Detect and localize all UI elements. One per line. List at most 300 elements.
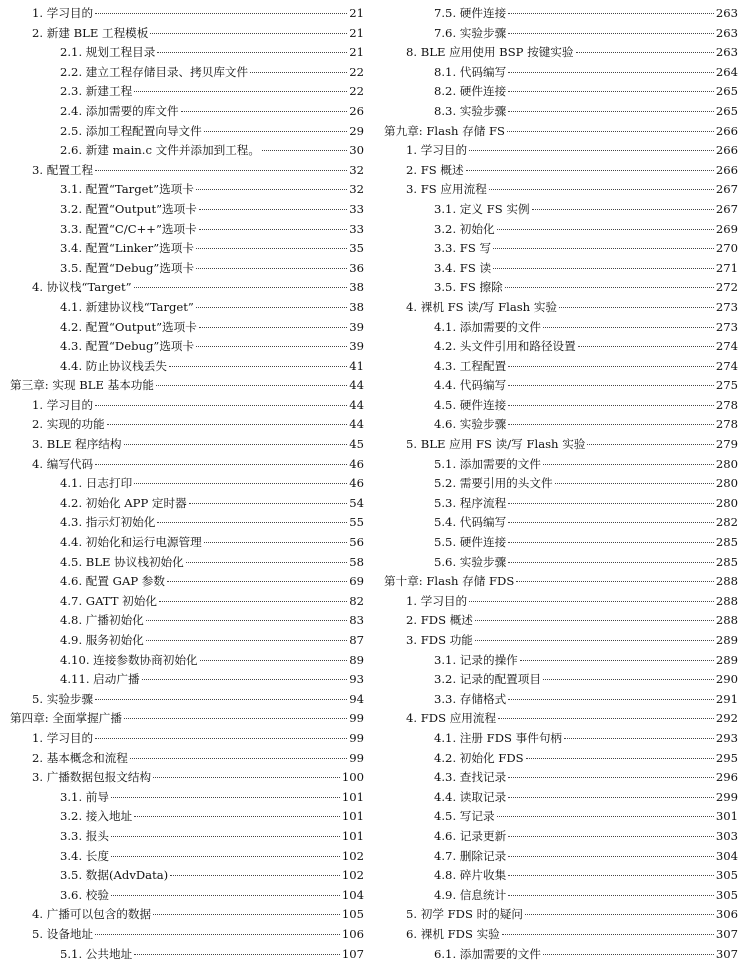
toc-page-number: 272 bbox=[716, 278, 738, 298]
toc-entry-title: 4.9. 信息统计 bbox=[434, 886, 506, 906]
toc-entry-title: 1. 学习目的 bbox=[32, 4, 93, 24]
toc-entry-title: 3.1. 前导 bbox=[60, 788, 109, 808]
toc-section-entry bbox=[384, 709, 738, 729]
toc-subsection-entry bbox=[384, 827, 738, 847]
toc-subsection-entry bbox=[10, 337, 364, 357]
toc-subsection-entry bbox=[10, 945, 364, 964]
dot-leader bbox=[564, 738, 714, 739]
dot-leader bbox=[262, 150, 347, 151]
toc-page-number: 44 bbox=[349, 415, 364, 435]
toc-section-entry bbox=[384, 611, 738, 631]
dot-leader bbox=[469, 601, 714, 602]
dot-leader bbox=[95, 13, 347, 14]
toc-page-number: 307 bbox=[716, 925, 738, 945]
toc-section-entry bbox=[10, 455, 364, 475]
toc-page-number: 266 bbox=[716, 161, 738, 181]
toc-subsection-entry bbox=[10, 200, 364, 220]
dot-leader bbox=[576, 52, 714, 53]
dot-leader bbox=[146, 640, 347, 641]
toc-subsection-entry bbox=[384, 220, 738, 240]
toc-entry-title: 8.3. 实验步骤 bbox=[434, 102, 506, 122]
toc-subsection-entry bbox=[384, 82, 738, 102]
dot-leader bbox=[532, 209, 714, 210]
toc-subsection-entry bbox=[10, 788, 364, 808]
toc-subsection-entry bbox=[384, 788, 738, 808]
dot-leader bbox=[196, 307, 347, 308]
toc-page-number: 55 bbox=[349, 513, 364, 533]
toc-entry-title: 5.4. 代码编写 bbox=[434, 513, 506, 533]
toc-page-number: 263 bbox=[716, 24, 738, 44]
dot-leader bbox=[134, 91, 347, 92]
toc-entry-title: 6. 裸机 FDS 实验 bbox=[406, 925, 500, 945]
toc-page-number: 295 bbox=[716, 749, 738, 769]
toc-entry-title: 4. 广播可以包含的数据 bbox=[32, 905, 151, 925]
toc-page-number: 93 bbox=[349, 670, 364, 690]
toc-page-number: 278 bbox=[716, 396, 738, 416]
toc-subsection-entry bbox=[384, 4, 738, 24]
toc-page-number: 266 bbox=[716, 122, 738, 142]
dot-leader bbox=[196, 248, 347, 249]
toc-page-number: 106 bbox=[342, 925, 364, 945]
toc-entry-title: 4.5. 写记录 bbox=[434, 807, 495, 827]
toc-page-number: 296 bbox=[716, 768, 738, 788]
toc-page-number: 41 bbox=[349, 357, 364, 377]
dot-leader bbox=[475, 640, 714, 641]
toc-page-number: 271 bbox=[716, 259, 738, 279]
toc-subsection-entry bbox=[384, 729, 738, 749]
toc-subsection-entry bbox=[10, 180, 364, 200]
dot-leader bbox=[508, 836, 714, 837]
toc-entry-title: 3.1. 记录的操作 bbox=[434, 651, 518, 671]
toc-entry-title: 2.1. 规划工程目录 bbox=[60, 43, 155, 63]
toc-entry-title: 4.8. 碎片收集 bbox=[434, 866, 506, 886]
toc-section-entry bbox=[384, 925, 738, 945]
toc-page-number: 46 bbox=[349, 474, 364, 494]
toc-subsection-entry bbox=[10, 298, 364, 318]
dot-leader bbox=[204, 131, 347, 132]
toc-subsection-entry bbox=[384, 24, 738, 44]
dot-leader bbox=[111, 797, 340, 798]
toc-section-entry bbox=[10, 729, 364, 749]
dot-leader bbox=[543, 464, 714, 465]
dot-leader bbox=[130, 758, 347, 759]
toc-entry-title: 4.7. GATT 初始化 bbox=[60, 592, 157, 612]
toc-page-number: 101 bbox=[342, 788, 364, 808]
dot-leader bbox=[124, 718, 347, 719]
toc-page-number: 35 bbox=[349, 239, 364, 259]
toc-entry-title: 5.1. 公共地址 bbox=[60, 945, 132, 964]
toc-chapter-entry bbox=[384, 122, 738, 142]
toc-page-number: 36 bbox=[349, 259, 364, 279]
toc-subsection-entry bbox=[10, 43, 364, 63]
toc-subsection-entry bbox=[384, 376, 738, 396]
dot-leader bbox=[170, 875, 340, 876]
toc-page-number: 46 bbox=[349, 455, 364, 475]
toc-subsection-entry bbox=[10, 631, 364, 651]
dot-leader bbox=[124, 444, 348, 445]
toc-subsection-entry bbox=[384, 886, 738, 906]
toc-entry-title: 第三章: 实现 BLE 基本功能 bbox=[10, 376, 154, 396]
dot-leader bbox=[95, 170, 347, 171]
toc-subsection-entry bbox=[384, 102, 738, 122]
toc-entry-title: 3.1. 配置“Target”选项卡 bbox=[60, 180, 194, 200]
dot-leader bbox=[578, 346, 714, 347]
toc-page-number: 83 bbox=[349, 611, 364, 631]
dot-leader bbox=[95, 405, 347, 406]
dot-leader bbox=[497, 816, 714, 817]
toc-entry-title: 5. 设备地址 bbox=[32, 925, 93, 945]
toc-subsection-entry bbox=[384, 670, 738, 690]
toc-page-number: 44 bbox=[349, 396, 364, 416]
toc-entry-title: 3.2. 配置“Output”选项卡 bbox=[60, 200, 197, 220]
toc-subsection-entry bbox=[10, 141, 364, 161]
toc-page-number: 288 bbox=[716, 611, 738, 631]
toc-subsection-entry bbox=[10, 63, 364, 83]
toc-page-number: 99 bbox=[349, 749, 364, 769]
toc-subsection-entry bbox=[384, 455, 738, 475]
toc-page-number: 274 bbox=[716, 337, 738, 357]
toc-page-number: 39 bbox=[349, 337, 364, 357]
toc-page-number: 265 bbox=[716, 102, 738, 122]
toc-entry-title: 4.6. 实验步骤 bbox=[434, 415, 506, 435]
dot-leader bbox=[505, 287, 714, 288]
toc-subsection-entry bbox=[384, 847, 738, 867]
dot-leader bbox=[199, 209, 347, 210]
toc-page-number: 58 bbox=[349, 553, 364, 573]
toc-entry-title: 5.3. 程序流程 bbox=[434, 494, 506, 514]
toc-page-number: 82 bbox=[349, 592, 364, 612]
dot-leader bbox=[469, 150, 714, 151]
toc-page-number: 305 bbox=[716, 886, 738, 906]
dot-leader bbox=[508, 895, 714, 896]
toc-page-number: 29 bbox=[349, 122, 364, 142]
toc-entry-title: 4.1. 日志打印 bbox=[60, 474, 132, 494]
toc-entry-title: 3.2. 初始化 bbox=[434, 220, 495, 240]
toc-section-entry bbox=[10, 278, 364, 298]
dot-leader bbox=[508, 503, 714, 504]
toc-entry-title: 4.4. 初始化和运行电源管理 bbox=[60, 533, 202, 553]
toc-entry-title: 5.1. 添加需要的文件 bbox=[434, 455, 541, 475]
dot-leader bbox=[157, 522, 347, 523]
toc-page-number: 38 bbox=[349, 298, 364, 318]
toc-page-number: 301 bbox=[716, 807, 738, 827]
toc-subsection-entry bbox=[10, 807, 364, 827]
dot-leader bbox=[189, 503, 348, 504]
toc-subsection-entry bbox=[384, 357, 738, 377]
toc-page-number: 30 bbox=[349, 141, 364, 161]
toc-section-entry bbox=[384, 631, 738, 651]
toc-subsection-entry bbox=[10, 651, 364, 671]
toc-subsection-entry bbox=[384, 278, 738, 298]
toc-entry-title: 2.3. 新建工程 bbox=[60, 82, 132, 102]
toc-page-number: 305 bbox=[716, 866, 738, 886]
dot-leader bbox=[200, 660, 348, 661]
dot-leader bbox=[146, 620, 347, 621]
toc-subsection-entry bbox=[10, 592, 364, 612]
dot-leader bbox=[516, 581, 714, 582]
toc-left-column bbox=[10, 4, 364, 964]
dot-leader bbox=[508, 562, 714, 563]
toc-entry-title: 2.5. 添加工程配置向导文件 bbox=[60, 122, 202, 142]
dot-leader bbox=[167, 581, 347, 582]
dot-leader bbox=[159, 601, 347, 602]
toc-entry-title: 2. FDS 概述 bbox=[406, 611, 473, 631]
toc-section-entry bbox=[384, 592, 738, 612]
toc-subsection-entry bbox=[10, 670, 364, 690]
toc-entry-title: 第十章: Flash 存储 FDS bbox=[384, 572, 514, 592]
toc-section-entry bbox=[384, 141, 738, 161]
dot-leader bbox=[95, 699, 347, 700]
toc-entry-title: 5.5. 硬件连接 bbox=[434, 533, 506, 553]
dot-leader bbox=[196, 268, 347, 269]
toc-subsection-entry bbox=[10, 553, 364, 573]
dot-leader bbox=[543, 327, 714, 328]
toc-page-number: 89 bbox=[349, 651, 364, 671]
dot-leader bbox=[543, 954, 714, 955]
dot-leader bbox=[555, 483, 714, 484]
dot-leader bbox=[196, 346, 347, 347]
toc-page-number: 267 bbox=[716, 180, 738, 200]
dot-leader bbox=[508, 856, 714, 857]
dot-leader bbox=[142, 679, 348, 680]
toc-entry-title: 4.2. 头文件引用和路径设置 bbox=[434, 337, 576, 357]
toc-subsection-entry bbox=[384, 318, 738, 338]
toc-section-entry bbox=[10, 396, 364, 416]
dot-leader bbox=[508, 91, 714, 92]
toc-page-number: 266 bbox=[716, 141, 738, 161]
toc-page-number: 275 bbox=[716, 376, 738, 396]
toc-subsection-entry bbox=[10, 239, 364, 259]
toc-page-number: 45 bbox=[349, 435, 364, 455]
toc-entry-title: 2.4. 添加需要的库文件 bbox=[60, 102, 179, 122]
toc-right-column bbox=[384, 4, 738, 964]
toc-page-number: 273 bbox=[716, 298, 738, 318]
toc-page-number: 263 bbox=[716, 43, 738, 63]
dot-leader bbox=[526, 758, 714, 759]
toc-entry-title: 4. 协议栈“Target” bbox=[32, 278, 132, 298]
toc-page-number: 288 bbox=[716, 572, 738, 592]
dot-leader bbox=[508, 424, 714, 425]
dot-leader bbox=[156, 385, 347, 386]
toc-entry-title: 3.3. 报头 bbox=[60, 827, 109, 847]
toc-entry-title: 4.2. 配置“Output”选项卡 bbox=[60, 318, 197, 338]
toc-entry-title: 3.2. 记录的配置项目 bbox=[434, 670, 541, 690]
toc-page-number: 285 bbox=[716, 553, 738, 573]
dot-leader bbox=[150, 33, 347, 34]
dot-leader bbox=[493, 268, 714, 269]
dot-leader bbox=[508, 797, 714, 798]
dot-leader bbox=[134, 287, 348, 288]
toc-page-number: 265 bbox=[716, 82, 738, 102]
toc-entry-title: 5.6. 实验步骤 bbox=[434, 553, 506, 573]
toc-subsection-entry bbox=[10, 122, 364, 142]
toc-entry-title: 2.6. 新建 main.c 文件并添加到工程。 bbox=[60, 141, 260, 161]
toc-entry-title: 3.2. 接入地址 bbox=[60, 807, 132, 827]
toc-entry-title: 4.2. 初始化 FDS bbox=[434, 749, 524, 769]
toc-page-number: 267 bbox=[716, 200, 738, 220]
toc-page-number: 101 bbox=[342, 807, 364, 827]
toc-entry-title: 4.3. 指示灯初始化 bbox=[60, 513, 155, 533]
toc-subsection-entry bbox=[384, 239, 738, 259]
toc-entry-title: 4.1. 注册 FDS 事件句柄 bbox=[434, 729, 562, 749]
toc-subsection-entry bbox=[10, 847, 364, 867]
toc-entry-title: 4.3. 工程配置 bbox=[434, 357, 506, 377]
toc-page-number: 290 bbox=[716, 670, 738, 690]
dot-leader bbox=[181, 111, 348, 112]
toc-page-number: 280 bbox=[716, 494, 738, 514]
toc-entry-title: 4.8. 广播初始化 bbox=[60, 611, 144, 631]
toc-subsection-entry bbox=[384, 337, 738, 357]
toc-entry-title: 4.2. 初始化 APP 定时器 bbox=[60, 494, 187, 514]
toc-page-number: 101 bbox=[342, 827, 364, 847]
toc-section-entry bbox=[384, 905, 738, 925]
toc-section-entry bbox=[384, 180, 738, 200]
toc-subsection-entry bbox=[10, 318, 364, 338]
toc-entry-title: 2. 基本概念和流程 bbox=[32, 749, 128, 769]
toc-page-number: 289 bbox=[716, 631, 738, 651]
toc-subsection-entry bbox=[10, 102, 364, 122]
toc-section-entry bbox=[384, 43, 738, 63]
toc-page-number: 107 bbox=[342, 945, 364, 964]
toc-entry-title: 4. 裸机 FS 读/写 Flash 实验 bbox=[406, 298, 557, 318]
toc-subsection-entry bbox=[10, 494, 364, 514]
toc-entry-title: 3. 配置工程 bbox=[32, 161, 93, 181]
toc-section-entry bbox=[10, 749, 364, 769]
toc-entry-title: 1. 学习目的 bbox=[32, 396, 93, 416]
toc-entry-title: 3.3. 配置“C/C++”选项卡 bbox=[60, 220, 197, 240]
toc-subsection-entry bbox=[384, 768, 738, 788]
toc-page-number: 39 bbox=[349, 318, 364, 338]
toc-page-number: 33 bbox=[349, 220, 364, 240]
toc-entry-title: 4.4. 读取记录 bbox=[434, 788, 506, 808]
dot-leader bbox=[95, 934, 340, 935]
toc-entry-title: 4.1. 新建协议栈“Target” bbox=[60, 298, 194, 318]
toc-entry-title: 1. 学习目的 bbox=[406, 592, 467, 612]
toc-subsection-entry bbox=[384, 749, 738, 769]
toc-page-number: 32 bbox=[349, 180, 364, 200]
dot-leader bbox=[153, 914, 340, 915]
dot-leader bbox=[508, 13, 714, 14]
toc-subsection-entry bbox=[10, 533, 364, 553]
toc-page-number: 100 bbox=[342, 768, 364, 788]
toc-subsection-entry bbox=[10, 357, 364, 377]
toc-subsection-entry bbox=[384, 690, 738, 710]
toc-page-number: 288 bbox=[716, 592, 738, 612]
toc-page-number: 44 bbox=[349, 376, 364, 396]
toc-subsection-entry bbox=[384, 553, 738, 573]
toc-section-entry bbox=[10, 161, 364, 181]
toc-page-number: 285 bbox=[716, 533, 738, 553]
toc-entry-title: 4.9. 服务初始化 bbox=[60, 631, 144, 651]
toc-page-number: 102 bbox=[342, 866, 364, 886]
dot-leader bbox=[508, 777, 714, 778]
dot-leader bbox=[111, 856, 340, 857]
toc-entry-title: 3.1. 定义 FS 实例 bbox=[434, 200, 530, 220]
dot-leader bbox=[95, 738, 347, 739]
toc-subsection-entry bbox=[384, 494, 738, 514]
dot-leader bbox=[199, 327, 347, 328]
toc-page-number: 280 bbox=[716, 474, 738, 494]
dot-leader bbox=[520, 660, 714, 661]
toc-entry-title: 5.2. 需要引用的头文件 bbox=[434, 474, 553, 494]
toc-page-number: 33 bbox=[349, 200, 364, 220]
toc-subsection-entry bbox=[10, 611, 364, 631]
toc-entry-title: 8. BLE 应用使用 BSP 按键实验 bbox=[406, 43, 574, 63]
toc-entry-title: 3.4. 配置“Linker”选项卡 bbox=[60, 239, 194, 259]
dot-leader bbox=[587, 444, 713, 445]
toc-subsection-entry bbox=[384, 866, 738, 886]
toc-subsection-entry bbox=[384, 63, 738, 83]
toc-entry-title: 8.1. 代码编写 bbox=[434, 63, 506, 83]
dot-leader bbox=[199, 229, 348, 230]
toc-page-number: 269 bbox=[716, 220, 738, 240]
toc-entry-title: 5. 初学 FDS 时的疑问 bbox=[406, 905, 523, 925]
toc-entry-title: 第四章: 全面掌握广播 bbox=[10, 709, 122, 729]
dot-leader bbox=[507, 131, 714, 132]
toc-page-number: 273 bbox=[716, 318, 738, 338]
toc-entry-title: 2. 新建 BLE 工程模板 bbox=[32, 24, 148, 44]
toc-subsection-entry bbox=[384, 200, 738, 220]
toc-page-number: 299 bbox=[716, 788, 738, 808]
toc-page-number: 21 bbox=[349, 4, 364, 24]
toc-entry-title: 3.6. 校验 bbox=[60, 886, 109, 906]
dot-leader bbox=[466, 170, 714, 171]
toc-page-number: 26 bbox=[349, 102, 364, 122]
dot-leader bbox=[502, 934, 714, 935]
dot-leader bbox=[497, 229, 714, 230]
toc-entry-title: 3.5. 数据(AdvData) bbox=[60, 866, 168, 886]
toc-page-number: 278 bbox=[716, 415, 738, 435]
toc-page-number: 289 bbox=[716, 651, 738, 671]
dot-leader bbox=[196, 189, 347, 190]
toc-entry-title: 4. FDS 应用流程 bbox=[406, 709, 496, 729]
toc-entry-title: 3.5. 配置“Debug”选项卡 bbox=[60, 259, 194, 279]
toc-entry-title: 3. FDS 功能 bbox=[406, 631, 473, 651]
toc-subsection-entry bbox=[384, 807, 738, 827]
dot-leader bbox=[134, 483, 347, 484]
dot-leader bbox=[493, 248, 714, 249]
toc-subsection-entry bbox=[10, 82, 364, 102]
toc-subsection-entry bbox=[384, 415, 738, 435]
toc-entry-title: 第九章: Flash 存储 FS bbox=[384, 122, 505, 142]
dot-leader bbox=[508, 33, 714, 34]
toc-section-entry bbox=[10, 435, 364, 455]
dot-leader bbox=[489, 189, 714, 190]
toc-subsection-entry bbox=[384, 651, 738, 671]
dot-leader bbox=[508, 875, 714, 876]
dot-leader bbox=[508, 111, 714, 112]
toc-entry-title: 3.3. 存储格式 bbox=[434, 690, 506, 710]
dot-leader bbox=[498, 718, 714, 719]
toc-page-number: 293 bbox=[716, 729, 738, 749]
toc-entry-title: 5. 实验步骤 bbox=[32, 690, 93, 710]
toc-page-number: 270 bbox=[716, 239, 738, 259]
dot-leader bbox=[508, 542, 714, 543]
toc-section-entry bbox=[10, 768, 364, 788]
toc-entry-title: 4.10. 连接参数协商初始化 bbox=[60, 651, 198, 671]
toc-entry-title: 4.6. 记录更新 bbox=[434, 827, 506, 847]
toc-entry-title: 3. 广播数据包报文结构 bbox=[32, 768, 151, 788]
dot-leader bbox=[559, 307, 714, 308]
toc-section-entry bbox=[384, 298, 738, 318]
dot-leader bbox=[508, 522, 714, 523]
toc-entry-title: 1. 学习目的 bbox=[32, 729, 93, 749]
toc-page-number: 99 bbox=[349, 709, 364, 729]
toc-entry-title: 3.4. FS 读 bbox=[434, 259, 491, 279]
toc-chapter-entry bbox=[10, 376, 364, 396]
toc-entry-title: 3.4. 长度 bbox=[60, 847, 109, 867]
toc-entry-title: 4.1. 添加需要的文件 bbox=[434, 318, 541, 338]
